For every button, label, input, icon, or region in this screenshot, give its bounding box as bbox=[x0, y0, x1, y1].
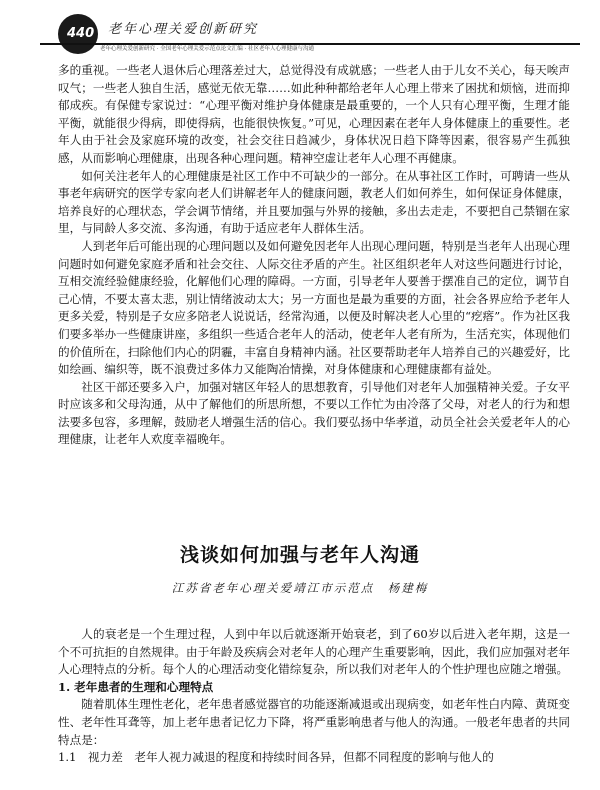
paragraph: 如何关注老年人的心理健康是社区工作中不可缺少的一部分。在从事社区工作时，可聘请一些从事老年病研究的医学专家向老人们讲解老年人的健康问题，教老人们如何养生，如何保证身体健康，培养良好的心理状态，学会调节情绪，并且要加强与外界的接触，多出去走走，不要把自己禁锢在家里，与同龄人多交流、多沟通，有助于适应老年人群体生活。 bbox=[58, 168, 570, 236]
article-body bbox=[58, 626, 570, 767]
paragraph: 人到老年后可能出现的心理问题以及如何避免因老年人出现心理问题，特别是当老年人出现心理问题时如何避免家庭矛盾和社会交往、人际交往矛盾的产生。社区组织老年人对这些问题进行讨论，互相交流经验健康经验，化解他们心理的障碍。一方面，引导老年人要善于摆准自己的定位，调节自己心情，不要太喜太悲，别让情绪波动太大；另一方面也是最为重要的方面，社会各界应给予老年人更多关爱，特别是子女应多陪老人说说话，经常沟通，以便及时解决老人心里的“疙瘩”。作为社区我们要多举办一些健康讲座，多组织一些适合老年人的活动，使老年人老有所为，生活充实，体现他们的价值所在，扫除他们内心的阴霾，丰富自身精神内涵。社区要帮助老年人培养自己的兴趣爱好，比如绘画、编织等，既不浪费过多体力又能陶冶情操，对身体健康和心理健康都有益处。 bbox=[58, 238, 570, 377]
header-subtitle: 老年心理关爱创新研究 · 全国老年心理关爱示范点论文汇编 · 社区老年人心理健康与沟通 bbox=[100, 46, 314, 52]
previous-article-body bbox=[58, 62, 570, 449]
paragraph: 人的衰老是一个生理过程，人到中年以后就逐渐开始衰老，到了60岁以后进入老年期，这是一个不可抗拒的自然规律。由于年龄及疾病会对老年人的心理产生重要影响，因此，我们应加强对老年人心理特点的分析。每个人的心理活动变化错综复杂，所以我们对老年人的个性护理也应随之增强。 bbox=[58, 627, 570, 677]
paragraph: 社区干部还要多入户，加强对辖区年轻人的思想教育，引导他们对老年人加强精神关爱。子女平时应该多和父母沟通，从中了解他们的所思所想，不要以工作忙为由冷落了父母，对老人的行为和想法要多包容，多理解，鼓励老人增强生活的信心。我们要弘扬中华孝道，动员全社会关爱老年人的心理健康，让老年人欢度幸福晚年。 bbox=[58, 379, 570, 447]
page-header bbox=[0, 0, 600, 62]
logo-text: 440 bbox=[67, 26, 95, 41]
section-heading: 1. 老年患者的生理和心理特点 bbox=[58, 679, 214, 694]
article-title: 浅谈如何加强与老年人沟通 bbox=[179, 544, 420, 566]
series-title: 老年心理关爱创新研究 bbox=[108, 22, 259, 37]
list-item: 1.1 视力差 老年人视力减退的程度和持续时间各异，但都不同程度的影响与他人的 bbox=[58, 750, 494, 765]
paragraph: 多的重视。一些老人退休后心理落差过大，总觉得没有成就感；一些老人由于儿女不关心，每天唉声叹气；一些老人独自生活，感觉无依无靠……如此种种都给老年人心理上带来了困扰和烦恼，进而抑郁成疾。有保健专家说过：“心理平衡对维护身体健康是最重要的，一个人只有心理平衡，生理才能平衡，就能很少得病，即使得病，也能很快恢复。”可见，心理因素在老年人身体健康上的重要性。老年人由于社会及家庭环境的改变，社会交往日趋减少，身体状况日趋下降等因素，很容易产生孤独感，从而影响心理健康，出现各种心理问题。精神空虚让老年人心理不再健康。 bbox=[58, 63, 570, 165]
article-author: 江苏省老年心理关爱靖江市示范点 杨建梅 bbox=[171, 581, 429, 595]
paragraph: 随着肌体生理性老化，老年患者感觉器官的功能逐渐减退或出现病变，如老年性白内障、黄斑变性、老年性耳聋等，加上老年患者记忆力下降，将严重影响患者与他人的沟通。一般老年患者的共同特点是： bbox=[58, 697, 570, 747]
series-logo bbox=[58, 14, 98, 54]
